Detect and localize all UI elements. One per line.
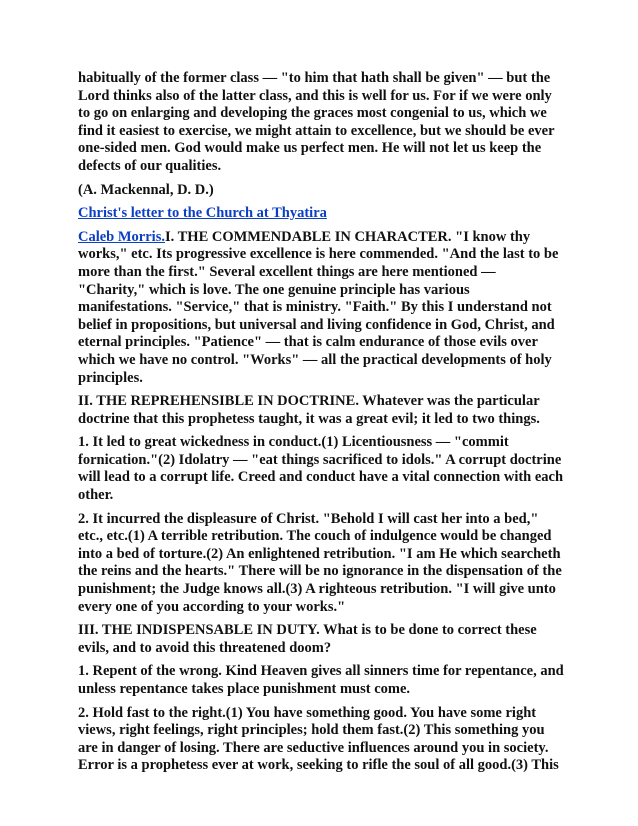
section-title-paragraph xyxy=(78,205,566,223)
author-link[interactable]: Caleb Morris. xyxy=(78,228,165,245)
indispensable-paragraph: III. THE INDISPENSABLE IN DUTY. What is to be done to correct these evils, and to avoid this threatened doom? xyxy=(78,622,537,656)
repent-paragraph: 1. Repent of the wrong. Kind Heaven gives all sinners time for repentance, and unless repentance takes place punishment must come. xyxy=(78,663,564,697)
wickedness-paragraph: 1. It led to great wickedness in conduct.(1) Licentiousness — "commit fornication."(2) Idolatry — "eat things sacrificed to idols." A corrupt doctrine will lead to a corrupt life. Creed and conduct have a vital connection with each other. xyxy=(78,434,564,504)
paragraph-continuation: habitually of the former class — "to him that hath shall be given" — but the Lord thinks also of the latter class, and this is well for us. For if we were only to go on enlarging and developing the graces most congenial to us, which we find it easiest to exercise, we might attain to excellence, but we should be ever one-sided men. God would make us perfect men. He will not let us keep the defects of our qualities. xyxy=(78,70,555,174)
commendable-text: I. THE COMMENDABLE IN CHARACTER. "I know thy works," etc. Its progressive excellence is here commended. "And the last to be more than the first." Several excellent things are here mentioned — "Charity," which is love. The one genuine principle has various manifestations. "Service," that is ministry. "Faith." By this I understand not belief in propositions, but universal and living confidence in God, Christ, and eternal principles. "Patience" — that is calm endurance of those evils over which we have no control. "Works" — all the practical developments of holy principles. xyxy=(78,228,559,386)
section-title-link[interactable]: Christ's letter to the Church at Thyatira xyxy=(78,205,327,222)
document-page xyxy=(78,70,566,781)
hold-fast-paragraph: 2. Hold fast to the right.(1) You have something good. You have some right views, right feelings, right principles; hold them fast.(2) This something you are in danger of losing. There are seductive influences around you in society. Error is a prophetess ever at work, seeking to rifle the soul of all good.(3) This xyxy=(78,704,559,774)
displeasure-paragraph: 2. It incurred the displeasure of Christ. "Behold I will cast her into a bed," etc., etc.(1) A terrible retribution. The couch of indulgence would be changed into a bed of torture.(2) An enlightened retribution. "I am He which searcheth the reins and the hearts." There will be no ignorance in the dispensation of the punishment; the Judge knows all.(3) A righteous retribution. "I will give unto every one of you according to your works." xyxy=(78,510,562,615)
commendable-paragraph xyxy=(78,229,566,387)
attribution: (A. Mackennal, D. D.) xyxy=(78,181,214,198)
reprehensible-paragraph: II. THE REPREHENSIBLE IN DOCTRINE. Whatever was the particular doctrine that this prophetess taught, it was a great evil; it led to two things. xyxy=(78,393,540,427)
